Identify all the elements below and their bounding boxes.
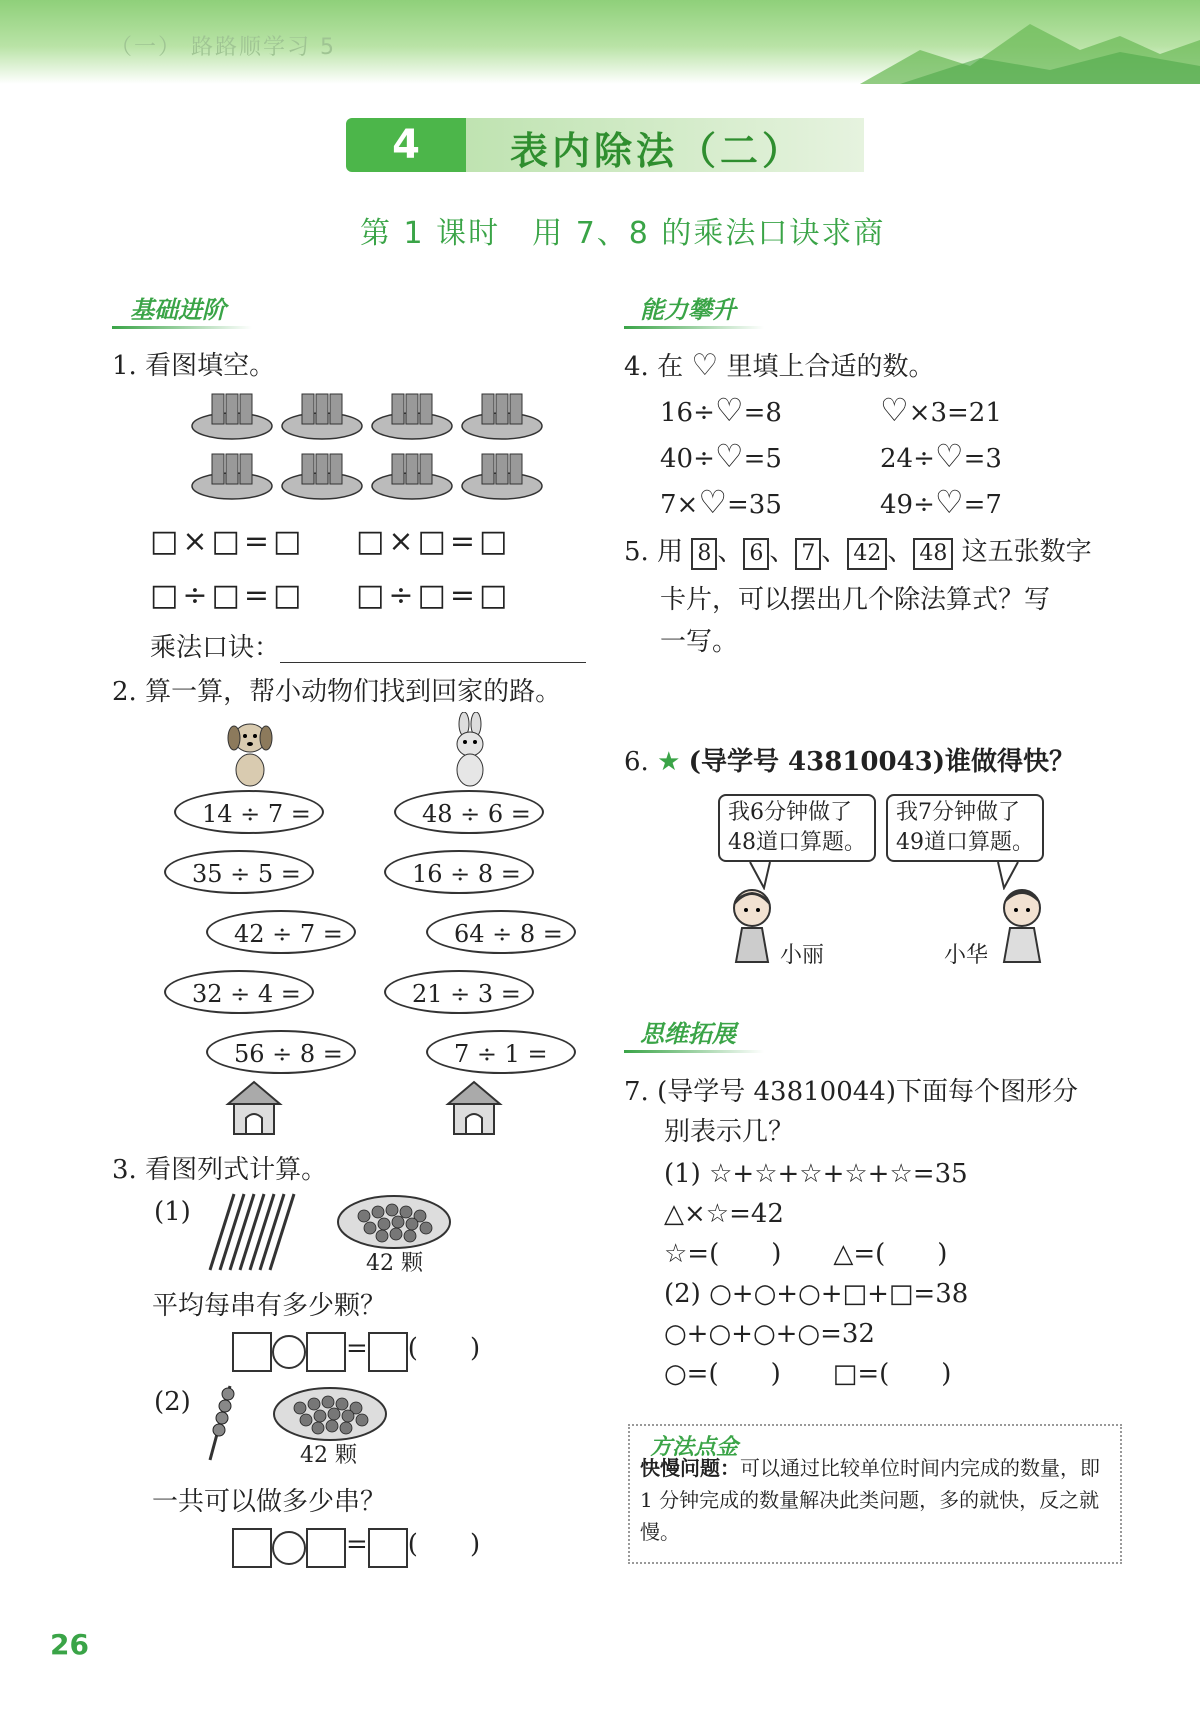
dog-icon (220, 716, 280, 788)
heart-icon: ♡ (691, 348, 719, 383)
q5-suffix: 这五张数字 (961, 537, 1092, 567)
q1-multiplication-row-left[interactable]: □×□=□ (150, 524, 306, 559)
heart-blank-icon[interactable]: ♡ (934, 437, 964, 475)
question-7-title-line2: 别表示几？ (664, 1117, 795, 1147)
mountain-illustration (860, 0, 1200, 84)
question-3-title: 3. 看图列式计算。 (112, 1155, 328, 1185)
q4-expr: =7 (963, 490, 1002, 520)
q4-row[interactable] (660, 483, 782, 521)
q3-part2-count-label: 42 颗 (300, 1443, 357, 1468)
q7-line: ○+○+○+○=32 (664, 1319, 875, 1349)
equation-oval[interactable]: 42 ÷ 7 = (206, 910, 356, 954)
chapter-number: 4 (346, 118, 466, 172)
q6-title-text: (导学号 43810043)谁做得快？ (688, 747, 1076, 777)
question-2-title: 2. 算一算，帮小动物们找到回家的路。 (112, 677, 562, 707)
number-card: 42 (847, 538, 887, 570)
q4-expr: =8 (743, 398, 782, 428)
q1-answer-line[interactable] (280, 662, 586, 663)
q1-mult-rhyme-label: 乘法口诀： (150, 633, 281, 663)
question-7-title-line1: 7. (导学号 43810044)下面每个图形分 (624, 1077, 1078, 1107)
section-method: 方法点金 (650, 1435, 739, 1460)
house-icon (224, 1078, 284, 1136)
speech-bubble-xiaohua (886, 794, 1044, 862)
q3-part1-count-label: 42 颗 (366, 1251, 423, 1276)
q7-line: (2) ○+○+○+□+□=38 (664, 1279, 969, 1309)
equation-oval[interactable]: 16 ÷ 8 = (384, 850, 534, 894)
question-6-title (624, 746, 1075, 778)
section-underline (112, 326, 252, 329)
q4-expr: =5 (743, 444, 782, 474)
heart-blank-icon[interactable]: ♡ (698, 483, 728, 521)
q3-part1-label: (1) (154, 1197, 191, 1227)
q4-expr: 16÷ (660, 398, 715, 428)
girl-icon (722, 884, 782, 964)
plate-of-beads-icon (270, 1384, 390, 1444)
equals-sign: = (346, 1333, 368, 1364)
unit-paren[interactable]: ( ) (407, 1333, 481, 1364)
q3-part1-answer-row[interactable] (232, 1332, 480, 1372)
q4-title-prefix: 4. 在 (624, 352, 684, 382)
q4-row[interactable] (880, 391, 1002, 429)
speech-bubble-xiaoli (718, 794, 876, 862)
bubble-line: 我7分钟做了 (896, 800, 1020, 825)
q1-division-row-left[interactable]: □÷□=□ (150, 578, 306, 613)
plates-of-cups-illustration (190, 388, 550, 512)
section-basic: 基础进阶 (130, 296, 226, 324)
operator-circle[interactable] (272, 1531, 306, 1565)
q4-row[interactable] (660, 391, 782, 429)
bubble-line: 48道口算题。 (728, 830, 866, 855)
q4-row[interactable] (880, 483, 1002, 521)
equation-oval[interactable]: 48 ÷ 6 = (394, 790, 544, 834)
plate-of-beads-icon (334, 1192, 454, 1252)
q4-expr: ×3=21 (908, 398, 1002, 428)
q7-line: (1) ☆+☆+☆+☆+☆=35 (664, 1159, 968, 1189)
method-tip-body: 可以通过比较单位时间内完成的数量，即 1 分钟完成的数量解决此类问题，多的就快，反之就慢。 (640, 1456, 1100, 1544)
question-1-title: 1. 看图填空。 (112, 351, 276, 381)
q3-part2-answer-row[interactable] (232, 1528, 480, 1568)
number-card: 7 (795, 538, 821, 570)
equation-oval[interactable]: 56 ÷ 8 = (206, 1030, 356, 1074)
q5-prefix: 5. 用 (624, 537, 684, 567)
section-underline (624, 1050, 764, 1053)
q4-expr: 7× (660, 490, 699, 520)
number-card: 8 (691, 538, 717, 570)
sticks-icon (200, 1190, 310, 1274)
house-icon (444, 1078, 504, 1136)
q4-expr: =35 (727, 490, 782, 520)
operator-circle[interactable] (272, 1335, 306, 1369)
answer-box[interactable] (306, 1332, 346, 1372)
heart-blank-icon[interactable]: ♡ (714, 437, 744, 475)
question-5-line1: 5. 用 8 、 6 、 7 、 42 、 48 这五张数字 (624, 536, 1092, 570)
question-5-line3: 一写。 (660, 627, 739, 657)
section-underline (624, 326, 764, 329)
chapter-title: 表内除法（二） (510, 129, 805, 173)
q3-part2-label: (2) (154, 1387, 191, 1417)
section-thinking: 思维拓展 (640, 1020, 736, 1048)
page-number: 26 (50, 1628, 89, 1661)
q1-multiplication-row-right[interactable]: □×□=□ (356, 524, 512, 559)
method-tip-label: 快慢问题： (640, 1456, 740, 1480)
q3-part2-question: 一共可以做多少串？ (152, 1487, 387, 1517)
star-icon: ★ (657, 747, 681, 777)
number-card: 48 (913, 538, 953, 570)
q7-answer-line[interactable]: ○=( ) □=( ) (664, 1359, 952, 1389)
equals-sign: = (346, 1529, 368, 1560)
q7-answer-line[interactable]: ☆=( ) △=( ) (664, 1239, 948, 1269)
boy-icon (990, 884, 1054, 964)
q4-expr: =3 (963, 444, 1002, 474)
equation-oval[interactable]: 7 ÷ 1 = (426, 1030, 576, 1074)
answer-box[interactable] (368, 1332, 408, 1372)
answer-box[interactable] (368, 1528, 408, 1568)
name-xiaoli: 小丽 (780, 943, 825, 968)
answer-box[interactable] (232, 1332, 272, 1372)
q4-expr: 40÷ (660, 444, 715, 474)
method-tip-text (640, 1452, 1110, 1548)
q6-number: 6. (624, 747, 649, 777)
equation-oval[interactable]: 32 ÷ 4 = (164, 970, 314, 1014)
q4-expr: 49÷ (880, 490, 935, 520)
q1-division-row-right[interactable]: □÷□=□ (356, 578, 512, 613)
equation-oval[interactable]: 14 ÷ 7 = (174, 790, 324, 834)
unit-paren[interactable]: ( ) (407, 1529, 481, 1560)
q3-part1-question: 平均每串有多少颗？ (152, 1291, 387, 1321)
running-header: （一） 路路顺学习 5 (110, 35, 336, 60)
bubble-line: 49道口算题。 (896, 830, 1034, 855)
number-card: 6 (743, 538, 769, 570)
q4-row[interactable] (880, 437, 1002, 475)
q4-row[interactable] (660, 437, 782, 475)
heart-blank-icon[interactable]: ♡ (880, 391, 909, 429)
q7-line: △×☆=42 (664, 1199, 784, 1229)
question-4-title (624, 350, 935, 383)
question-5-line2: 卡片，可以摆出几个除法算式？写 (660, 585, 1051, 615)
answer-box[interactable] (306, 1528, 346, 1568)
name-xiaohua: 小华 (944, 943, 989, 968)
equation-oval[interactable]: 21 ÷ 3 = (384, 970, 534, 1014)
q4-title-suffix: 里填上合适的数。 (726, 352, 935, 382)
answer-box[interactable] (232, 1528, 272, 1568)
rabbit-icon (440, 712, 500, 788)
equation-oval[interactable]: 35 ÷ 5 = (164, 850, 314, 894)
lesson-title: 第 1 课时 用 7、8 的乘法口诀求商 (360, 216, 886, 251)
heart-blank-icon[interactable]: ♡ (934, 483, 964, 521)
heart-blank-icon[interactable]: ♡ (714, 391, 744, 429)
bead-skewer-icon (200, 1380, 244, 1464)
q4-expr: 24÷ (880, 444, 935, 474)
bubble-line: 我6分钟做了 (728, 800, 852, 825)
equation-oval[interactable]: 64 ÷ 8 = (426, 910, 576, 954)
section-ability: 能力攀升 (640, 296, 736, 324)
